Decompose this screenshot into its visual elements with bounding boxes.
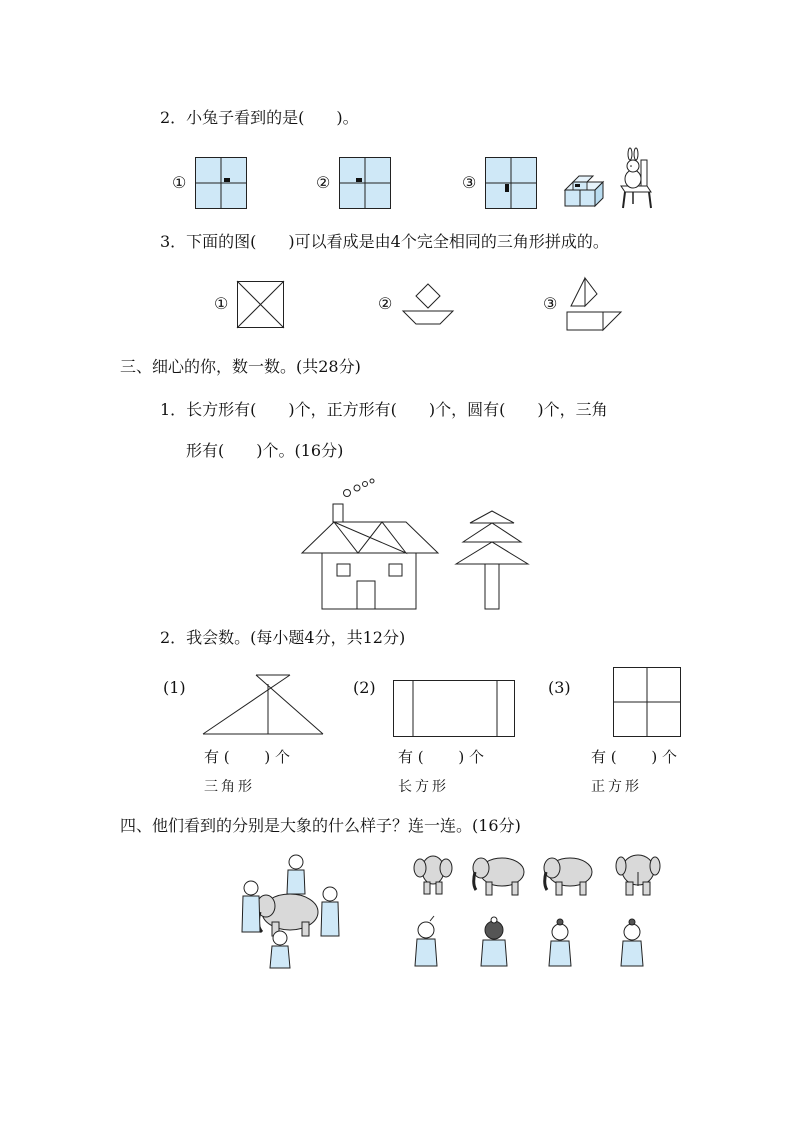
person-1 <box>415 916 437 966</box>
q2-option-1-label: ① <box>172 173 187 192</box>
section3-q1-line2: 形有( )个。(16分) <box>186 441 344 460</box>
elephant-side-view-right <box>544 858 592 895</box>
section3-heading: 三、细心的你，数一数。(共28分) <box>120 357 361 376</box>
person-3 <box>549 919 571 966</box>
section3-q1-line1: 1．长方形有( )个，正方形有( )个，圆有( )个，三角 <box>160 400 608 419</box>
part-2-label: (2) <box>353 678 376 697</box>
person-4 <box>621 919 643 966</box>
part-2-rectangles-figure <box>393 680 517 738</box>
q3-option-1-figure[interactable] <box>237 281 285 329</box>
part-2-count-text: 有 ( ) 个 <box>398 748 485 766</box>
q3-option-2-figure[interactable] <box>402 283 454 329</box>
part-3-squares-figure <box>613 667 683 739</box>
part-1-count-text: 有 ( ) 个 <box>204 748 291 766</box>
part-3-count-text: 有 ( ) 个 <box>591 748 678 766</box>
q3-option-3-figure[interactable] <box>565 276 625 332</box>
house-and-tree-figure <box>300 476 532 612</box>
q2-option-1-figure[interactable] <box>195 157 247 209</box>
part-3-shape: 正方形 <box>591 779 642 795</box>
elephant-back-view <box>616 855 660 895</box>
elephant-views-row <box>414 852 660 898</box>
q3-option-2-label: ② <box>378 294 393 313</box>
q2-option-2-label: ② <box>316 173 331 192</box>
part-1-label: (1) <box>163 678 186 697</box>
q2-prompt: 2．小兔子看到的是( )。 <box>160 108 359 127</box>
elephant-side-view-left <box>473 858 524 895</box>
section3-q2-prompt: 2．我会数。(每小题4分，共12分) <box>160 628 406 647</box>
people-around-elephant-illustration <box>238 850 342 970</box>
q2-option-3-figure[interactable] <box>485 157 537 209</box>
part-2-shape: 长方形 <box>398 779 449 795</box>
q2-option-2-figure[interactable] <box>339 157 391 209</box>
people-row <box>412 914 652 968</box>
section4-heading: 四、他们看到的分别是大象的什么样子？连一连。(16分) <box>120 816 521 835</box>
part-3-label: (3) <box>548 678 571 697</box>
part-1-triangles-figure <box>202 674 326 736</box>
elephant-front-view <box>414 856 452 894</box>
q2-option-3-label: ③ <box>462 173 477 192</box>
q3-option-3-label: ③ <box>543 294 558 313</box>
rabbit-and-cubes-illustration <box>563 146 665 210</box>
q3-prompt: 3．下面的图( )可以看成是由4个完全相同的三角形拼成的。 <box>160 232 609 251</box>
part-1-shape: 三角形 <box>204 779 255 795</box>
person-2 <box>481 917 507 966</box>
q3-option-1-label: ① <box>214 294 229 313</box>
